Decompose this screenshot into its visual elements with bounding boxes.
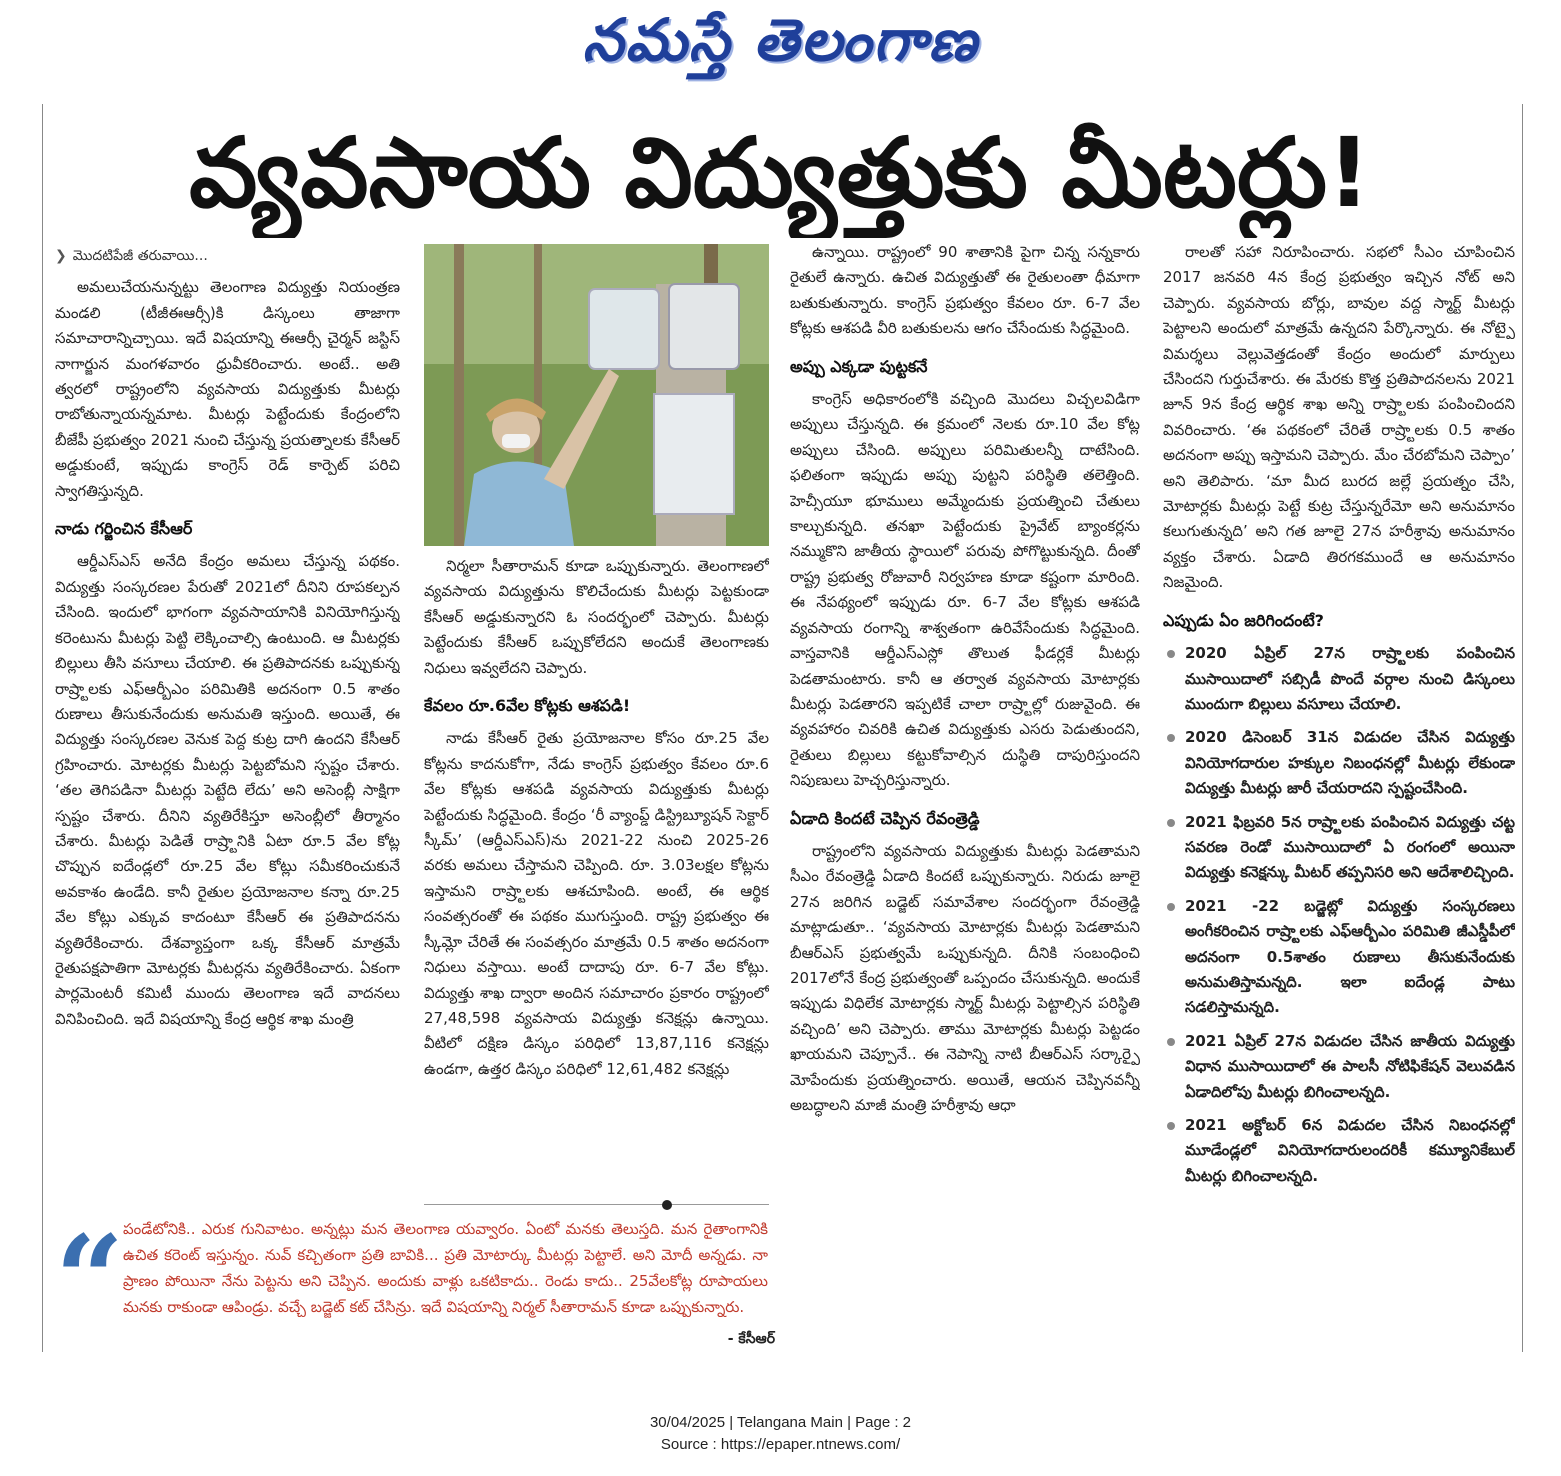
timeline-item: 2021 అక్టోబర్ 6న విడుదల చేసిన నిబంధనల్లో మూడేండ్లలో వినియోగదారులందరికీ కమ్యూనికేబుల్ మీటర్లు బిగించాలన్నది. bbox=[1163, 1113, 1515, 1189]
newspaper-logo: నమస్తే తెలంగాణ bbox=[582, 6, 979, 74]
subheading: కేవలం రూ.6వేల కోట్లకు ఆశపడి! bbox=[424, 696, 631, 716]
paragraph: ఆర్డీఎస్ఎస్ అనేది కేంద్రం అమలు చేస్తున్న పథకం. విద్యుత్తు సంస్కరణల పేరుతో 2021లో దీనిని రూపకల్పన చేసింది. ఇందులో భాగంగా వ్యవసాయానికి వినియోగిస్తున్న కరెంటును మీటర్లు పెట్టి లెక్కించాల్సి ఉంటుంది. ఆ మీటర్లకు బిల్లులు తీసి వసూలు చేయాలి. ఈ ప్రతిపాదనకు ఒప్పుకున్న రాష్ర్టాలకు ఎఫ్ఆర్బీఎం పరిమితికి అదనంగా 0.5 శాతం రుణాలు తీసుకునేందుకు అనుమతి ఇస్తుంది. అయితే, ఈ విద్యుత్తు సంస్కరణల వెనుక పెద్ద కుట్ర దాగి ఉందని కేసీఆర్ గ్రహించారు. మోటర్లకు మీటర్లు పెట్టబోమని స్పష్టం చేశారు. ‘తల తెగిపడినా మీటర్లు పెట్టేది లేదు’ అని అసెంబ్లీ సాక్షిగా స్పష్టం చేశారు. దీనిని వ్యతిరేకిస్తూ అసెంబ్లీలో తీర్మానం చేశారు. మీటర్లు పెడితే రాష్ర్టానికి ఏటా రూ.5 వేల కోట్ల చొప్పున ఐదేండ్లలో రూ.25 వేల కోట్లు సమీకరించుకునే అవకాశం ఉండేది. కానీ రైతుల ప్రయోజనాల కన్నా రూ.25 వేల కోట్లు ఎక్కువ కాదంటూ కేసీఆర్ ఈ ప్రతిపాదనను వ్యతిరేకించారు. దేశవ్యాప్తంగా ఒక్క కేసీఆర్ మాత్రమే రైతుపక్షపాతిగా మోటర్లకు మీటర్లను వ్యతిరేకించారు. ఏకంగా పార్లమెంటరీ కమిటీ ముందు తెలంగాణ ఇదే వాదనలు వినిపించింది. ఇదే విషయాన్ని కేంద్ర ఆర్థిక శాఖ మంత్రి bbox=[55, 552, 400, 1028]
paragraph: నాడు కేసీఆర్ రైతు ప్రయోజనాల కోసం రూ.25 వేల కోట్లను కాదనుకోగా, నేడు కాంగ్రెస్ ప్రభుత్వం కేవలం రూ.6 వేల కోట్లకు ఆశపడి వ్యవసాయ విద్యుత్తుకు మీటర్లు పెట్టేందుకు సిద్ధమైంది. కేంద్రం ‘రీ వ్యాంప్డ్ డిస్ట్రిబ్యూషన్ సెక్టార్ స్కీమ్’ (ఆర్డీఎస్ఎస్)ను 2021-22 నుంచి 2025-26 వరకు అమలు చేస్తామని చెప్పింది. రూ. 3.03లక్షల కోట్లను ఇస్తామని రాష్ర్టాలకు ఆశచూపింది. అంటే, ఈ ఆర్థిక సంవత్సరంతో ఈ పథకం ముగుస్తుంది. రాష్ట్ర ప్రభుత్వం ఈ స్కీమ్లో చేరితే ఈ సంవత్సరం మాత్రమే 0.5 శాతం అదనంగా నిధులు వస్తాయి. అంటే దాదాపు రూ. 6-7 వేల కోట్లు. విద్యుత్తు శాఖ ద్వారా అందిన సమాచారం ప్రకారం రాష్ట్రంలో 27,48,598 వ్యవసాయ విద్యుత్తు కనెక్షన్లు ఉన్నాయి. వీటిలో దక్షిణ డిస్కం పరిధిలో 13,87,116 కనెక్షన్లు ఉండగా, ఉత్తర డిస్కం పరిధిలో 12,61,482 కనెక్షన్లు bbox=[424, 729, 769, 1078]
paragraph: అమలుచేయనున్నట్టు తెలంగాణ విద్యుత్తు నియంత్రణ మండలి (టీజీఈఆర్సీ)కి డిస్కంలు తాజాగా సమాచారాన్నిచ్చాయి. ఇదే విషయాన్ని ఈఆర్సీ చైర్మన్ జస్టిస్ నాగార్జున మంగళవారం ధ్రువీకరించారు. అంటే.. అతి త్వరలో రాష్ట్రంలోని వ్యవసాయ విద్యుత్తుకు మీటర్లు రాబోతున్నాయన్నమాట. మీటర్లు పెట్టేందుకు కేంద్రంలోని బీజేపీ ప్రభుత్వం 2021 నుంచి చేస్తున్న ప్రయత్నాలకు కేసీఆర్ అడ్డుకుంటే, ఇప్పుడు కాంగ్రెస్ రెడ్ కార్పెట్ పరిచి స్వాగతిస్తున్నది. bbox=[55, 278, 400, 500]
masthead bbox=[0, 0, 1561, 96]
page-footer bbox=[0, 1412, 1561, 1456]
headline: వ్యవసాయ విద్యుత్తుకు మీటర్లు! bbox=[189, 117, 1371, 229]
article-column-1 bbox=[55, 240, 400, 1195]
column-divider bbox=[424, 1204, 769, 1205]
article-photo-farmer-meter bbox=[424, 244, 769, 546]
divider-dot bbox=[662, 1200, 672, 1210]
continued-from-front-page bbox=[55, 244, 400, 269]
footer-date-page: 30/04/2025 | Telangana Main | Page : 2 bbox=[649, 1414, 912, 1431]
continued-label: మొదటిపేజీ తరువాయి... bbox=[72, 248, 208, 264]
quote-text: పండేటోనికి.. ఎరుక గునివాటం. అన్నట్లు మన తెలంగాణ యవ్వారం. ఏంటో మనకు తెలుస్తది. మన రైతాంగానికి ఉచిత కరెంట్ ఇస్తున్నం. నువ్ కచ్చితంగా ప్రతి బావికి... ప్రతి మోటార్కు మీటర్లు పెట్టాలే. అని మోదీ అన్నడు. నా ప్రాణం పోయినా నేను పెట్టను అని చెప్పిన. అందుకు వాళ్లు ఒకటికాదు.. రెండు కాదు.. 25వేలకోట్ల రూపాయలు మనకు రాకుండా ఆపిండ్రు. వచ్చే బడ్జెట్ కట్ చేసిన్రు. ఇదే విషయాన్ని నిర్మల్ సీతారామన్ కూడా ఒప్పుకున్నారు. bbox=[123, 1220, 768, 1316]
article-column-4 bbox=[1163, 240, 1515, 1355]
timeline-item: 2021 ఏప్రిల్ 27న విడుదల చేసిన జాతీయ విద్యుత్తు విధాన ముసాయిదాలో ఈ పాలసీ నోటిఫికేషన్ వెలువడిన ఏడాదిలోపు మీటర్లు బిగించాలన్నది. bbox=[1163, 1029, 1515, 1105]
subheading: ఏడాది కిందటే చెప్పిన రేవంత్రెడ్డి bbox=[790, 808, 980, 828]
quote-author: - కేసీఆర్ bbox=[727, 1331, 775, 1347]
timeline-list bbox=[1163, 641, 1515, 1189]
article-column-3 bbox=[790, 240, 1140, 1355]
paragraph: నిర్మలా సీతారామన్ కూడా ఒప్పుకున్నారు. తెలంగాణలో వ్యవసాయ విద్యుత్తును కొలిచేందుకు మీటర్లు పెట్టకుండా కేసీఆర్ అడ్డుకున్నారని ఓ సందర్భంలో చెప్పారు. మీటర్లు పెట్టేందుకు కేసీఆర్ ఒప్పుకోలేదని అందుకే తెలంగాణకు నిధులు ఇవ్వలేదని చెప్పారు. bbox=[424, 557, 769, 677]
paragraph: ఉన్నాయి. రాష్ట్రంలో 90 శాతానికి పైగా చిన్న సన్నకారు రైతులే ఉన్నారు. ఉచిత విద్యుత్తుతో ఈ రైతులంతా ధీమాగా బతుకుతున్నారు. కాంగ్రెస్ ప్రభుత్వం కేవలం రూ. 6-7 వేల కోట్లకు ఆశపడి వీరి బతుకులను ఆగం చేసేందుకు సిద్ధమైంది. bbox=[790, 243, 1140, 338]
photo-illustration bbox=[424, 244, 769, 546]
quote-mark-icon: “ bbox=[55, 1209, 125, 1350]
subheading: నాడు గర్జించిన కేసీఆర్ bbox=[55, 519, 193, 539]
paragraph: రాష్ట్రంలోని వ్యవసాయ విద్యుత్తుకు మీటర్లు పెడతామని సీఎం రేవంత్రెడ్డి ఏడాది కిందటే ఒప్పుకున్నారు. నిరుడు జూలై 27న జరిగిన బడ్జెట్ సమావేశాల సందర్భంగా రేవంత్రెడ్డి మాట్లాడుతూ.. ‘వ్యవసాయ మోటార్లకు మీటర్లు పెడతామని బీఆర్ఎస్ ప్రభుత్వమే ఒప్పుకున్నది. దీనికి సంబంధించి 2017లోనే కేంద్ర ప్రభుత్వంతో ఒప్పందం చేసుకున్నది. అందుకే ఇప్పుడు విధిలేక మోటార్లకు స్మార్ట్ మీటర్లు పెట్టాల్సిన పరిస్థితి వచ్చింది’ అని చెప్పారు. తాము మోటార్లకు మీటర్లు పెట్టడం ఖాయమని చెప్పూనే.. ఈ నెపాన్ని నాటి బీఆర్ఎస్ సర్కార్పై మోపేందుకు ప్రయత్నించారు. అయితే, ఆయన చెప్పినవన్నీ అబద్ధాలని మాజీ మంత్రి హరీశ్రావు ఆధా bbox=[790, 841, 1140, 1114]
timeline-item: 2020 డిసెంబర్ 31న విడుదల చేసిన విద్యుత్తు వినియోగదారుల హక్కుల నిబంధనల్లో మీటర్లు లేకుండా విద్యుత్తు మీటర్లు జారీ చేయరాదని స్పష్టంచేసింది. bbox=[1163, 725, 1515, 801]
paragraph: కాంగ్రెస్ అధికారంలోకి వచ్చింది మొదలు విచ్చలవిడిగా అప్పులు చేస్తున్నది. ఈ క్రమంలో నెలకు రూ.10 వేల కోట్ల అప్పులు చేసింది. అప్పులు పరిమితులన్నీ దాటేసింది. ఫలితంగా ఇప్పుడు అప్పు పుట్టని పరిస్థితి తలెత్తింది. హెచ్సీయూ భూములు అమ్మేందుకు ప్రయత్నించి చేతులు కాల్చుకున్నది. తనఖా పెట్టేందుకు ప్రైవేట్ బ్యాంకర్లను నమ్ముకొని జాతీయ స్థాయిలో పరువు పోగొట్టుకున్నది. దీంతో రాష్ట్ర ప్రభుత్వ రోజువారీ నిర్వహణ కూడా కష్టంగా మారింది. ఈ నేపథ్యంలో ఇప్పుడు రూ. 6-7 వేల కోట్లకు ఆశపడి వ్యవసాయ రంగాన్ని శాశ్వతంగా ఉరివేసేందుకు సిద్ధమైంది. వాస్తవానికి ఆర్డీఎస్ఎస్లో తొలుత ఫీడర్లకే మీటర్లు పెడతామంటారు. కానీ ఆ తర్వాత వ్యవసాయ మోటార్లకు మీటర్లు పెడతారని ఇప్పటికే చాలా రాష్ర్టాల్లో రుజువైంది. ఈ వ్యవహారం చివరికి ఉచిత విద్యుత్తుకు ఎసరు పెడుతుందని, రైతులు బిల్లులు కట్టుకోవాల్సిన దుస్థితి దాపురిస్తుందని నిపుణులు హెచ్చరిస్తున్నారు. bbox=[790, 390, 1140, 790]
timeline-item: 2021 -22 బడ్జెట్లో విద్యుత్తు సంస్కరణలు అంగీకరించిన రాష్ర్టాలకు ఎఫ్ఆర్బీఎం పరిమితి జీఎస్డీపీలో అదనంగా 0.5శాతం రుణాలు తీసుకునేందుకు అనుమతిస్తామన్నది. ఇలా ఐదేండ్ల పాటు సడలిస్తామన్నది. bbox=[1163, 894, 1515, 1021]
article-column-2 bbox=[424, 554, 769, 1194]
subheading: అప్పు ఎక్కడా పుట్టకనే bbox=[790, 356, 928, 376]
timeline-item: 2020 ఏప్రిల్ 27న రాష్ర్టాలకు పంపించిన ముసాయిదాలో సబ్సిడీ పొందే వర్గాల నుంచి డిస్కంలు ముందుగా బిల్లులు వసూలు చేయాలి. bbox=[1163, 641, 1515, 717]
paragraph: రాలతో సహా నిరూపించారు. సభలో సీఎం చూపించిన 2017 జనవరి 4న కేంద్ర ప్రభుత్వం ఇచ్చిన నోట్ అని చెప్పారు. వ్యవసాయ బోర్లు, బావుల వద్ద స్మార్ట్ మీటర్లు పెట్టాలని అందులో మాత్రమే ఉన్నదని పేర్కొన్నారు. ఈ నోట్పై విమర్శలు వెల్లువెత్తడంతో కేంద్రం అందులో మార్పులు చేసిందని గుర్తుచేశారు. ఈ మేరకు కొత్త ప్రతిపాదనలను 2021 జూన్ 9న కేంద్ర ఆర్థిక శాఖ అన్ని రాష్ర్టాలకు పంపించిందని వివరించారు. ‘ఈ పథకంలో చేరితే రాష్ర్టాలకు 0.5 శాతం అదనంగా అప్పు ఇస్తామని చెప్పారు. మేం చేరబోమని చెప్పాం’ అని తెలిపారు. ‘మా మీద బురద జల్లే ప్రయత్నం చేసి, మోటార్లకు మీటర్లు పెట్టే కుట్ర చేస్తున్నరేమో అని అనుమానం కలుగుతున్నది’ అని గత జూలై 27న హరీశ్రావు అనుమానం వ్యక్తం చేశారు. ఏడాది తిరగకముందే ఆ అనుమానం నిజమైంది. bbox=[1163, 243, 1515, 592]
timeline-item: 2021 ఫిబ్రవరి 5న రాష్ర్టాలకు పంపించిన విద్యుత్తు చట్ట సవరణ రెండో ముసాయిదాలో ఏ రంగంలో అయినా విద్యుత్తు కనెక్షన్కు మీటర్ తప్పనిసరి అని ఆదేశాలిచ్చింది. bbox=[1163, 810, 1515, 886]
pull-quote bbox=[55, 1209, 775, 1354]
subheading: ఎప్పుడు ఏం జరిగిందంటే? bbox=[1163, 610, 1324, 630]
chevron-right-icon: ❯ bbox=[55, 248, 67, 264]
footer-source[interactable]: Source : https://epaper.ntnews.com/ bbox=[660, 1436, 901, 1453]
